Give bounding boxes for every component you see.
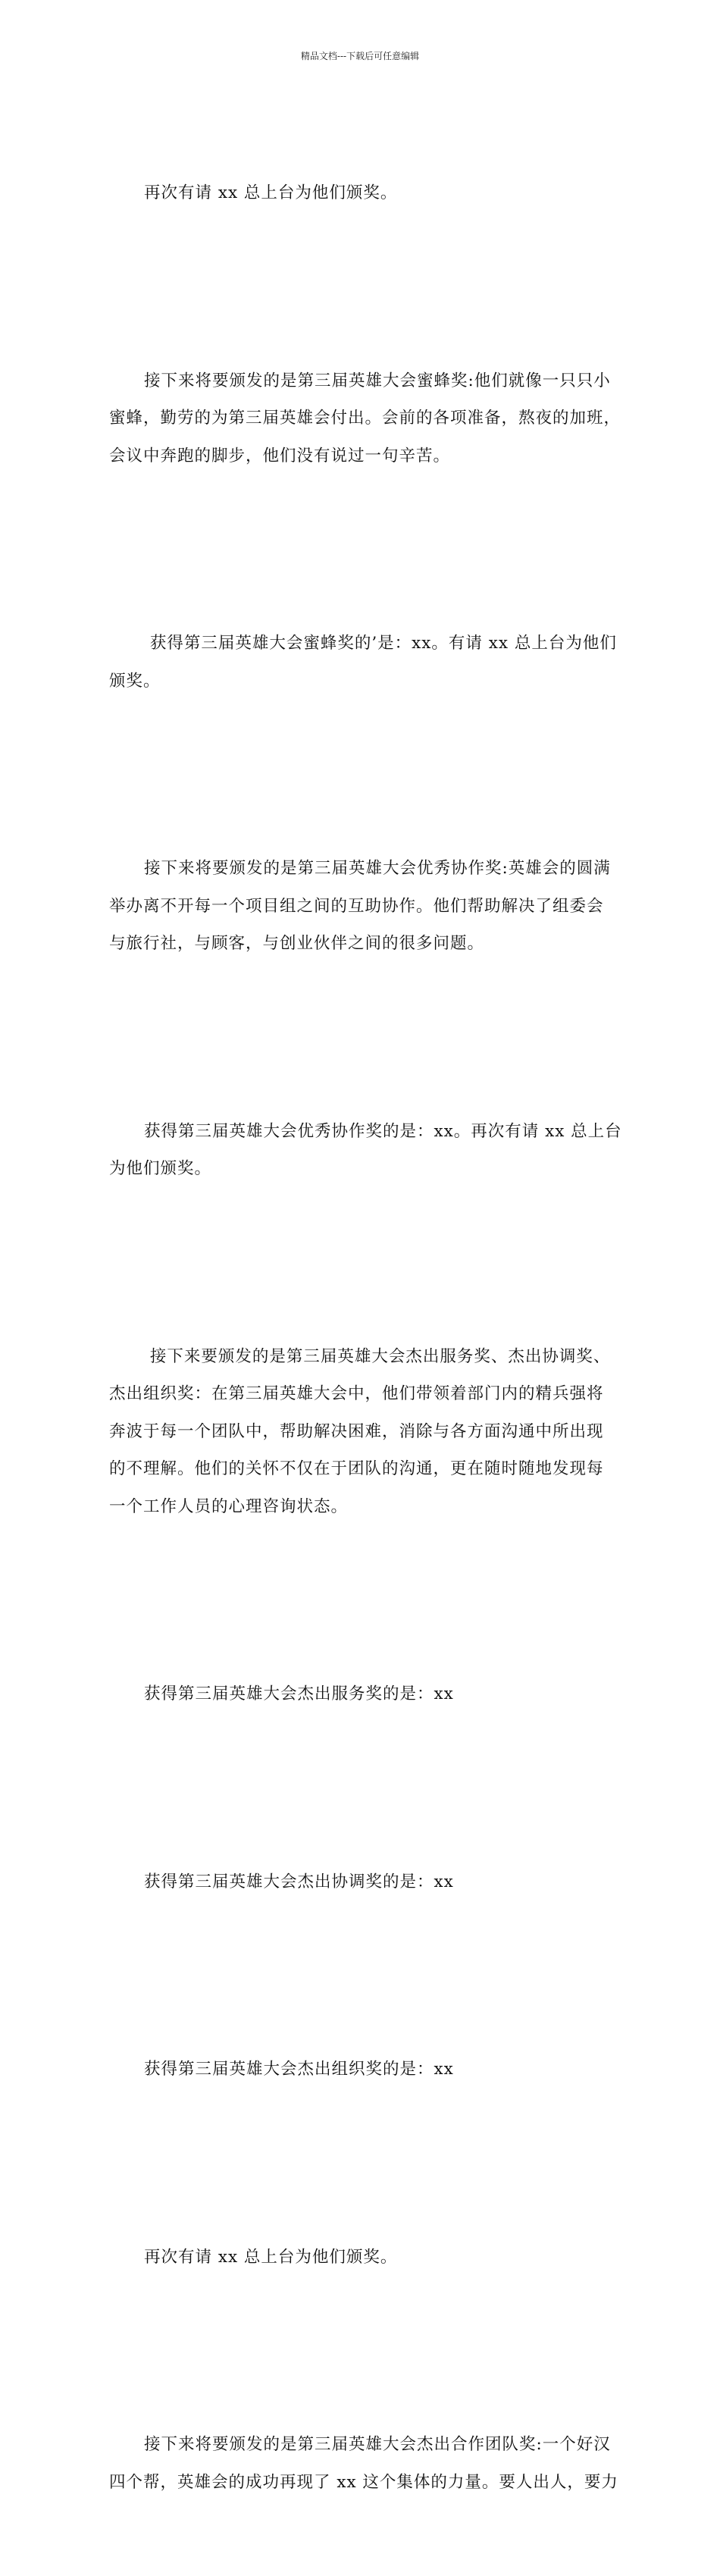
text-line: 蜜蜂，勤劳的为第三届英雄会付出。会前的各项准备，熬夜的加班， xyxy=(109,409,621,428)
text-line: 获得第三届英雄大会优秀协作奖的是：xx。再次有请 xx 总上台 xyxy=(144,1121,622,1141)
text-line: 获得第三届英雄大会杰出服务奖的是：xx xyxy=(144,1684,454,1703)
text-line: 一个工作人员的心理咨询状态。 xyxy=(109,1496,349,1516)
text-line: 接下来将要颁发的是第三届英雄大会优秀协作奖:英雄会的圆满 xyxy=(144,859,611,878)
paragraph xyxy=(109,99,625,287)
text-line: 颁奖。 xyxy=(109,671,161,691)
paragraph xyxy=(109,775,625,1038)
text-line: 的不理解。他们的关怀不仅在于团队的沟通，更在随时随地发现每 xyxy=(109,1459,604,1478)
text-line: 四个帮，英雄会的成功再现了 xx 这个集体的力量。要人出人，要力 xyxy=(109,2472,618,2492)
text-line: 举办离不开每一个项目组之间的互助协作。他们帮助解决了组委会 xyxy=(109,896,604,916)
paragraph xyxy=(109,1976,625,2164)
paragraph xyxy=(109,287,625,550)
text-line: 获得第三届英雄大会杰出协调奖的是：xx xyxy=(144,1872,454,1891)
paragraph xyxy=(109,2351,625,2576)
paragraph xyxy=(109,1600,625,1788)
paragraph xyxy=(109,1038,625,1263)
paragraph xyxy=(109,2164,625,2352)
document-body xyxy=(109,99,625,2576)
text-line: 获得第三届英雄大会蜜蜂奖的’是：xx。有请 xx 总上台为他们 xyxy=(144,634,617,653)
text-line: 再次有请 xx 总上台为他们颁奖。 xyxy=(144,2247,398,2267)
text-line: 奔波于每一个团队中，帮助解决困难，消除与各方面沟通中所出现 xyxy=(109,1421,604,1441)
paragraph xyxy=(109,550,625,775)
paragraph xyxy=(109,1788,625,1976)
text-line: 接下来将要颁发的是第三届英雄大会蜜蜂奖:他们就像一只只小 xyxy=(144,371,611,390)
text-line: 杰出组织奖：在第三届英雄大会中，他们带领着部门内的精兵强将 xyxy=(109,1384,604,1403)
text-line: 与旅行社，与顾客，与创业伙伴之间的很多问题。 xyxy=(109,934,485,953)
text-line: 获得第三届英雄大会杰出组织奖的是：xx xyxy=(144,2060,454,2079)
text-line: 为他们颁奖。 xyxy=(109,1159,212,1178)
text-line: 再次有请 xx 总上台为他们颁奖。 xyxy=(144,183,398,202)
page-header: 精品文档---下载后可任意编辑 xyxy=(300,51,420,61)
text-line: 接下来将要颁发的是第三届英雄大会杰出合作团队奖:一个好汉 xyxy=(144,2435,611,2454)
text-line: 接下来要颁发的是第三届英雄大会杰出服务奖、杰出协调奖、 xyxy=(144,1346,611,1366)
paragraph xyxy=(109,1263,625,1601)
text-line: 会议中奔跑的脚步，他们没有说过一句辛苦。 xyxy=(109,446,451,465)
